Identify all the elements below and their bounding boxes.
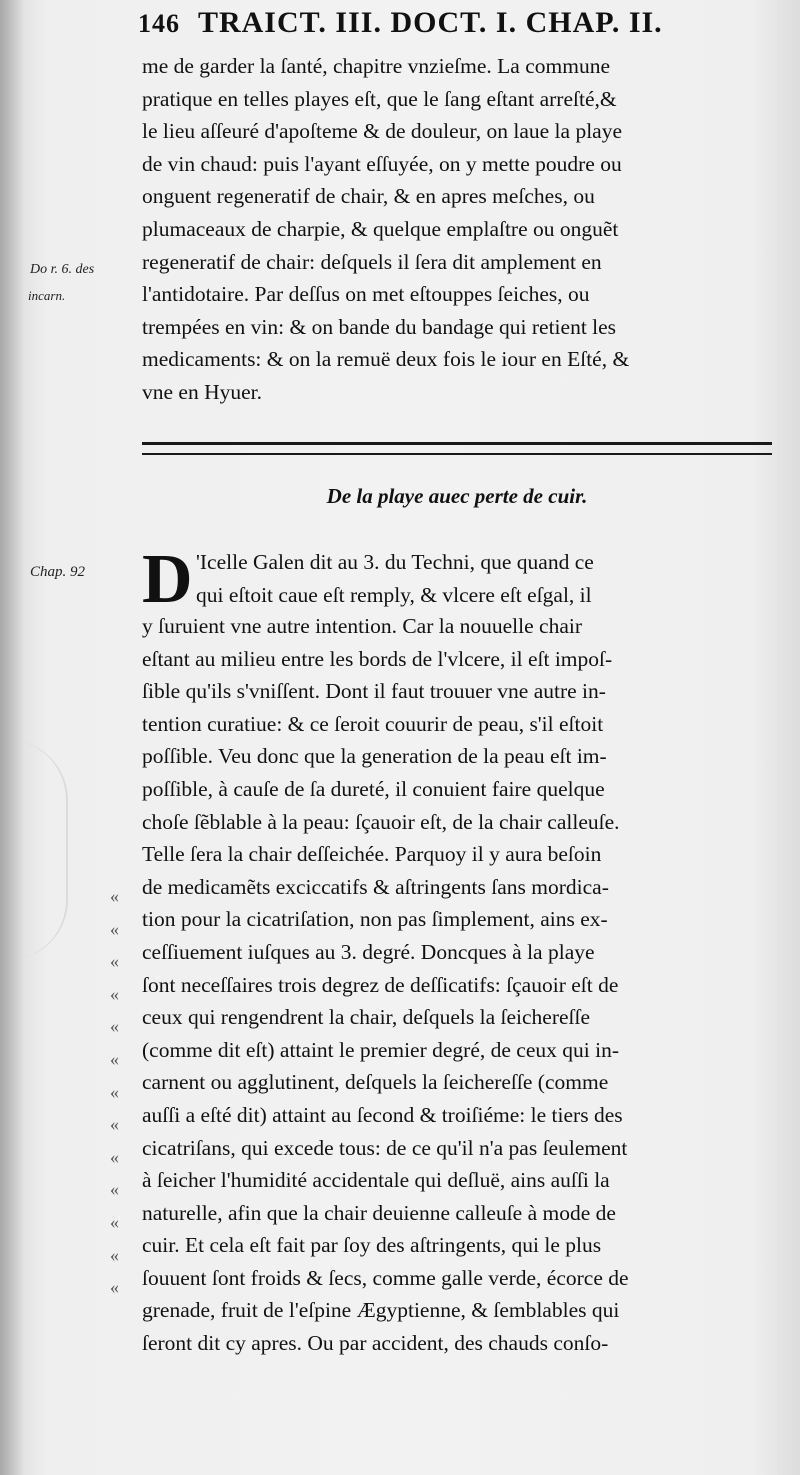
drop-cap: D [142,541,193,618]
text-line: auſſi a eſté dit) attaint au ſecond & troiſiéme: le tiers des [142,1102,623,1127]
marginal-quote-marks [110,880,130,1304]
text-line: ceſſiuement iuſques au 3. degré. Doncques à la playe [142,939,595,964]
text-line: me de garder la ſanté, chapitre vnzieſme. La commune [142,54,611,78]
text-line: de medicamẽts exciccatifs & aſtringents ſans mordica- [142,874,609,899]
text-line: poſſible, à cauſe de ſa dureté, il conuient faire quelque [142,776,605,801]
quote-mark: « [110,1146,119,1167]
quote-mark: « [110,886,119,906]
quote-mark: « [110,1211,119,1232]
quote-mark: « [110,1081,119,1102]
running-header [138,6,778,48]
quote-mark: « [110,1244,119,1265]
text-line: Telle ſera la chair deſſeichée. Parquoy il y aura beſoin [142,842,602,867]
text-line: ſouuent ſont froids & ſecs, comme galle verde, écorce de [142,1265,629,1290]
quote-mark: « [110,983,119,1004]
quote-mark: « [110,1277,119,1298]
gutter-shadow [0,0,24,1475]
text-line: à ſeicher l'humidité accidentale qui deſluë, ains auſſi la [142,1168,610,1193]
text-line: medicaments: & on la remuë deux fois le iour en Eſté, & [142,347,630,372]
text-line: de vin chaud: puis l'ayant eſſuyée, on y mette poudre ou [142,151,622,176]
text-line: cuir. Et cela eſt fait par ſoy des aſtringents, qui le plus [142,1233,602,1258]
margin-note-reference: Do r. 6. des [30,262,95,277]
section-divider [142,442,772,455]
quote-mark: « [110,1179,119,1200]
running-title: TRAICT. III. DOCT. I. CHAP. II. [197,6,663,39]
text-line: tention curatiue: & ce ſeroit couurir de peau, s'il eſtoit [142,711,604,736]
margin-note-chapter: Chap. 92 [30,564,86,580]
text-line: pratique en telles playes eſt, que le ſang eſtant arreſté,& [142,86,617,111]
section-title: De la playe auec perte de cuir. [326,484,588,508]
text-line: regeneratif de chair: deſquels il ſera dit amplement en [142,249,602,274]
text-line: trempées en vin: & on bande du bandage qui retient les [142,314,617,339]
paragraph-2-opening [196,546,772,611]
text-line: tion pour la cicatriſation, non pas ſimplement, ains ex- [142,907,608,932]
text-line: (comme dit eſt) attaint le premier degré, de ceux qui in- [142,1037,619,1062]
quote-mark: « [110,1114,119,1135]
text-line: ſeront dit cy apres. Ou par accident, des chauds conſo- [142,1331,609,1356]
text-line: le lieu aſſeuré d'apoſteme & de douleur, on laue la playe [142,119,623,144]
text-line: onguent regeneratif de chair, & en apres meſches, ou [142,184,595,209]
text-line: carnent ou agglutinent, deſquels la ſeichereſſe (comme [142,1070,609,1095]
quote-mark: « [110,1048,119,1069]
paper-damage [6,740,68,960]
text-line: 'Icelle Galen dit au 3. du Techni, que quand ce [196,550,594,574]
quote-mark: « [110,1016,119,1037]
paragraph-1 [142,50,772,409]
text-line: cicatriſans, qui excede tous: de ce qu'il n'a pas ſeulement [142,1135,628,1160]
text-line: choſe ſẽblable à la peau: ſçauoir eſt, de la chair calleuſe. [142,809,620,834]
margin-note-reference-cont: incarn. [28,288,66,303]
page-number: 146 [138,9,180,38]
quote-mark: « [110,918,119,939]
text-line: ceux qui rengendrent la chair, deſquels la ſeichereſſe [142,1005,591,1030]
text-line: plumaceaux de charpie, & quelque emplaſtre ou onguẽt [142,216,619,241]
text-line: poſſible. Veu donc que la generation de la peau eſt im- [142,744,607,769]
text-line: vne en Hyuer. [142,379,263,404]
paragraph-2 [142,610,772,1360]
quote-mark: « [110,951,119,972]
text-line: l'antidotaire. Par deſſus on met eſtouppes ſeiches, ou [142,282,590,307]
text-line: grenade, fruit de l'eſpine Ægyptienne, & ſemblables qui [142,1298,620,1323]
text-line: y ſuruient vne autre intention. Car la nouuelle chair [142,614,583,638]
text-line: naturelle, afin que la chair deuienne calleuſe à mode de [142,1200,616,1225]
text-line: ſible qu'ils s'vniſſent. Dont il faut trouuer vne autre in- [142,679,606,704]
text-line: eſtant au milieu entre les bords de l'vlcere, il eſt impoſ- [142,646,613,671]
text-line: qui eſtoit caue eſt remply, & vlcere eſt eſgal, il [196,582,592,607]
text-line: ſont neceſſaires trois degrez de deſſicatifs: ſçauoir eſt de [142,972,619,997]
